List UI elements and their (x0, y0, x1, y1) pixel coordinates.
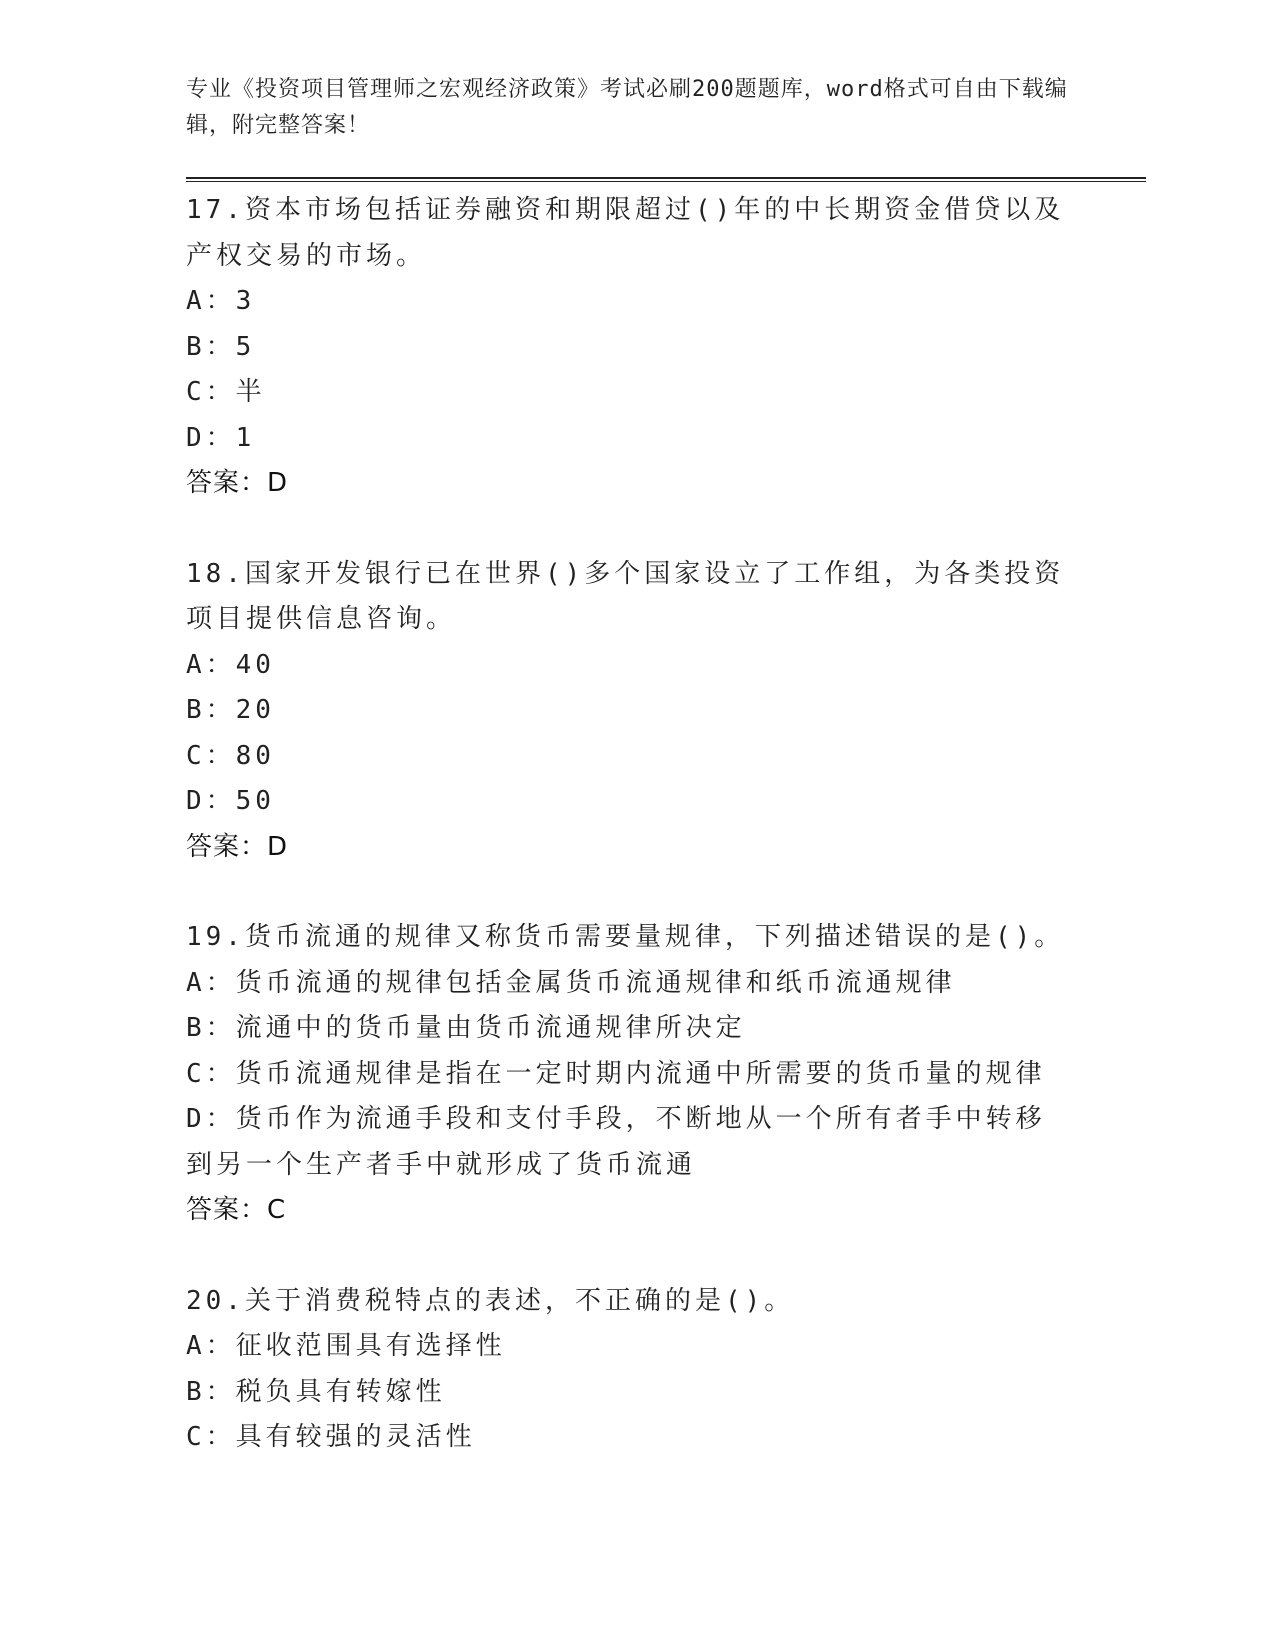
question-stem: 20.关于消费税特点的表述，不正确的是()。 (186, 1285, 795, 1316)
question-19 (186, 915, 1086, 1234)
option-a: A：征收范围具有选择性 (186, 1331, 506, 1361)
question-list (186, 188, 1086, 1506)
answer-line: 答案：C (186, 1195, 287, 1225)
option-b: B：5 (186, 331, 256, 362)
answer-line: 答案：D (186, 831, 289, 862)
option-c: C：半 (186, 377, 266, 407)
option-d: D：50 (186, 786, 275, 816)
question-stem: 17.资本市场包括证券融资和期限超过()年的中长期资金借贷以及产权交易的市场。 (186, 195, 1065, 271)
question-17 (186, 188, 1086, 507)
option-c: C：80 (186, 740, 275, 771)
option-d: D：货币作为流通手段和支付手段，不断地从一个所有者手中转移到另一个生产者手中就形成了货币流通 (186, 1104, 1046, 1180)
answer-line: 答案：D (186, 468, 289, 498)
header-divider (186, 177, 1146, 182)
option-b: B：税负具有转嫁性 (186, 1376, 446, 1407)
option-a: A：40 (186, 649, 275, 680)
option-b: B：流通中的货币量由货币流通规律所决定 (186, 1013, 746, 1043)
option-d: D：1 (186, 422, 256, 453)
question-stem: 18.国家开发银行已在世界()多个国家设立了工作组，为各类投资项目提供信息咨询。 (186, 558, 1065, 634)
option-c: C：货币流通规律是指在一定时期内流通中所需要的货币量的规律 (186, 1058, 1046, 1089)
question-18 (186, 552, 1086, 871)
option-a: A：货币流通的规律包括金属货币流通规律和纸币流通规律 (186, 967, 956, 998)
option-c: C：具有较强的灵活性 (186, 1422, 476, 1452)
option-a: A：3 (186, 286, 256, 316)
option-b: B：20 (186, 695, 275, 725)
question-stem: 19.货币流通的规律又称货币需要量规律，下列描述错误的是()。 (186, 922, 1065, 952)
document-header: 专业《投资项目管理师之宏观经济政策》考试必刷200题题库，word格式可自由下载编辑，附完整答案！ (186, 77, 1068, 138)
question-20 (186, 1279, 1086, 1461)
